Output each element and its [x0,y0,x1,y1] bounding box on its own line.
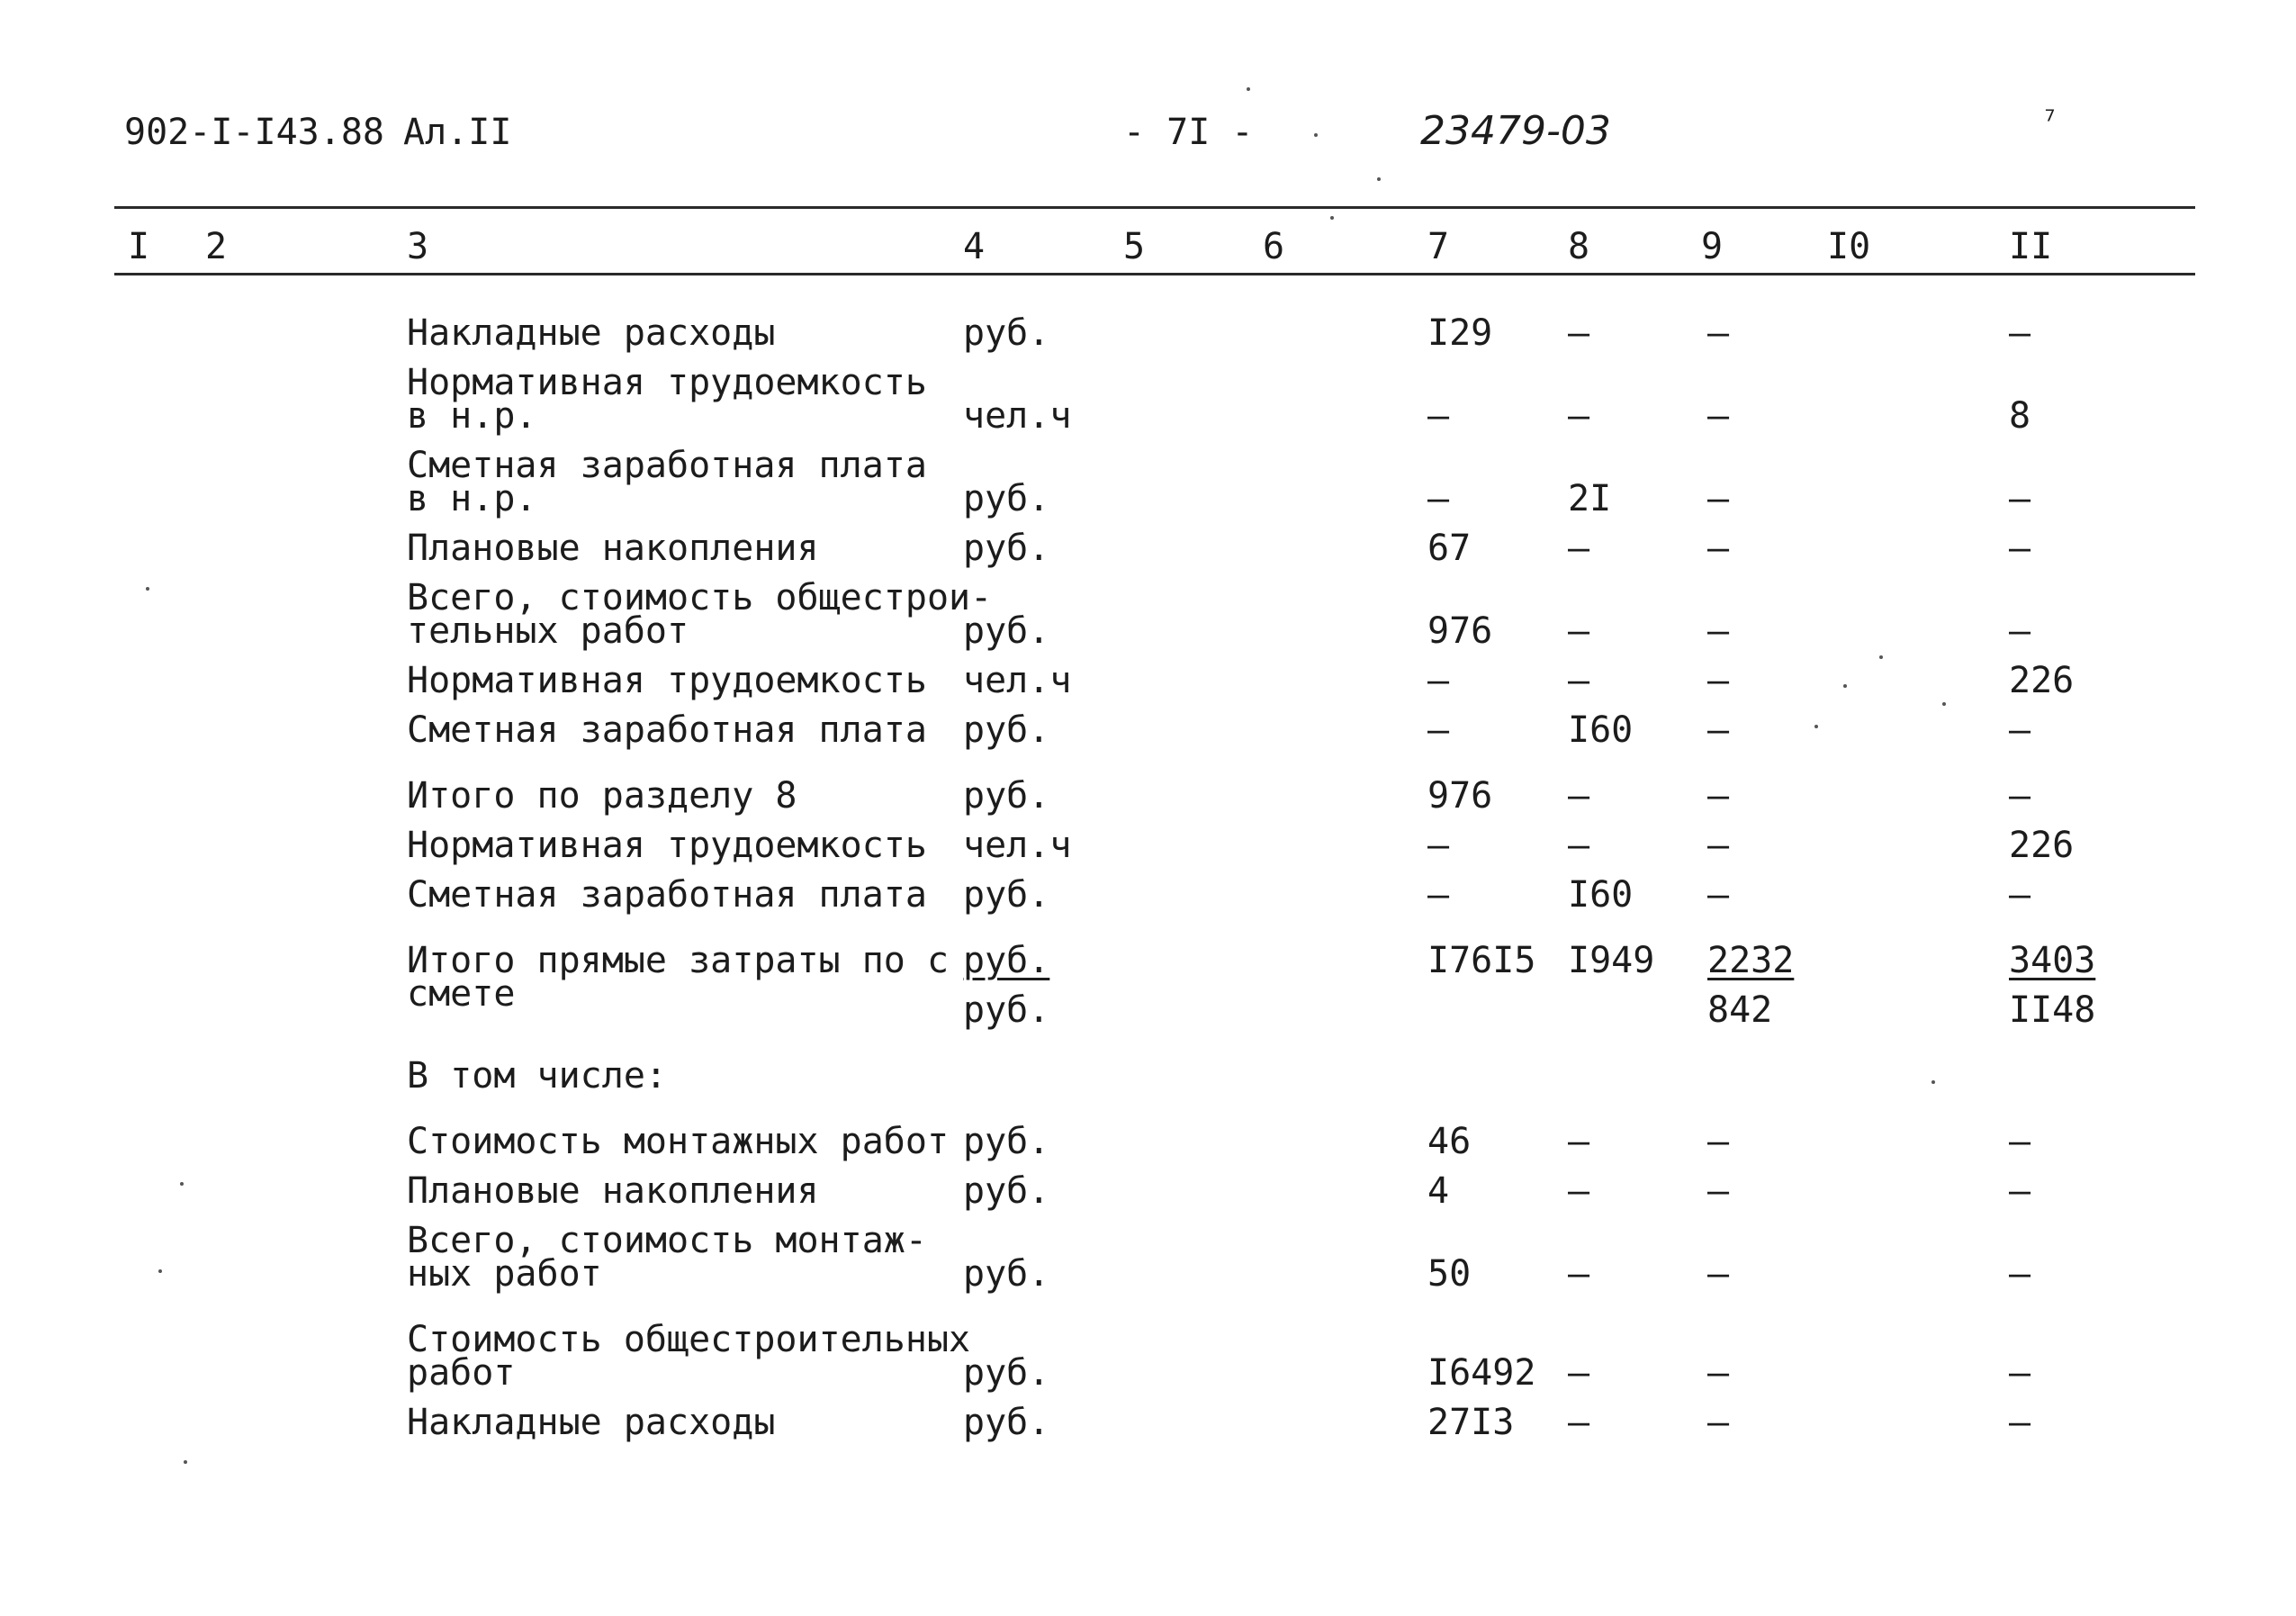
row-col11: – [2009,874,2031,916]
row-col11: – [2009,1253,2031,1295]
document-code: 902-I-I43.88 [124,112,384,153]
scan-speck [158,1269,162,1273]
col-3-header: 3 [407,226,429,267]
row-unit: чел.ч [963,660,1072,701]
header-bottom-rule [114,273,2195,275]
row-col11: – [2009,775,2031,817]
row-label: Плановые накопления [407,1170,819,1212]
row-label: Сметная заработная плата [407,445,927,486]
row-col8: – [1568,1352,1590,1394]
row-col8: – [1568,1253,1590,1295]
row-col11: 226 [2009,825,2075,866]
row-col8: – [1568,610,1590,652]
scan-speck [1377,177,1381,181]
row-unit: руб. [963,1170,1050,1212]
row-unit: руб. [963,610,1050,652]
row-col7: – [1427,395,1450,437]
row-col9: – [1707,709,1730,751]
row-col8: – [1568,775,1590,817]
row-col8: – [1568,395,1590,437]
col-5-header: 5 [1123,226,1146,267]
scan-speck [1879,655,1883,659]
row-col8: I60 [1568,874,1634,916]
row-unit: руб. [963,1402,1050,1443]
col-10-header: I0 [1827,226,1871,267]
row-label-continued: в н.р. [407,478,537,519]
scan-speck [1814,725,1818,728]
row-col7: 46 [1427,1121,1472,1162]
row-label: Итого прямые затраты по с [407,940,950,981]
row-col9-bottom: 842 [1707,989,1773,1031]
row-unit: руб. [963,874,1050,916]
row-col8: 2I [1568,478,1612,519]
row-col7: 27I3 [1427,1402,1515,1443]
row-col9: – [1707,1170,1730,1212]
row-col11: – [2009,1121,2031,1162]
row-col9: – [1707,775,1730,817]
row-col8: – [1568,312,1590,354]
row-col11: – [2009,478,2031,519]
row-label-continued: смете [407,973,516,1015]
row-unit: чел.ч [963,395,1072,437]
scan-speck [146,587,149,591]
row-unit-top: руб. [963,940,1050,981]
page-number: - 7I - [1123,112,1254,153]
row-col9: – [1707,478,1730,519]
row-col7: – [1427,709,1450,751]
row-unit-bottom: руб. [963,989,1050,1031]
row-label: Стоимость монтажных работ [407,1121,950,1162]
row-col7: – [1427,660,1450,701]
handwritten-stamp: 23479-03 [1420,108,1611,154]
row-col8: – [1568,1170,1590,1212]
row-col11-bottom: II48 [2009,989,2096,1031]
row-col9: – [1707,1121,1730,1162]
row-col9: – [1707,825,1730,866]
row-label: Плановые накопления [407,528,819,569]
row-label: Всего, стоимость общестрои- [407,577,993,618]
row-label: Сметная заработная плата [407,709,927,751]
row-label: Всего, стоимость монтаж- [407,1220,927,1261]
row-col8: – [1568,528,1590,569]
row-col9: – [1707,312,1730,354]
album-number: Ал.II [403,112,512,153]
row-col11: – [2009,709,2031,751]
row-unit: руб. [963,1352,1050,1394]
row-label-continued: работ [407,1352,516,1394]
col-1-header: I [128,226,150,267]
row-col7: 976 [1427,775,1493,817]
row-col7: – [1427,874,1450,916]
row-col9-top: 2232 [1707,940,1795,981]
row-label: Нормативная трудоемкость [407,660,927,701]
col-6-header: 6 [1263,226,1285,267]
row-col7: – [1427,825,1450,866]
row-unit: руб. [963,478,1050,519]
row-label-continued: в н.р. [407,395,537,437]
row-col11: – [2009,1170,2031,1212]
row-col11: 226 [2009,660,2075,701]
row-col11: – [2009,1402,2031,1443]
scan-speck [1931,1080,1935,1084]
row-unit: руб. [963,709,1050,751]
row-col7: 67 [1427,528,1472,569]
col-9-header: 9 [1701,226,1724,267]
row-col9: – [1707,1253,1730,1295]
row-col11-top: 3403 [2009,940,2096,981]
row-col11: 8 [2009,395,2031,437]
row-col8: – [1568,660,1590,701]
scan-speck [180,1182,184,1186]
row-label: Сметная заработная плата [407,874,927,916]
row-col11: – [2009,610,2031,652]
col-2-header: 2 [205,226,228,267]
col-11-header: II [2009,226,2053,267]
row-col7: 976 [1427,610,1493,652]
row-unit: чел.ч [963,825,1072,866]
row-unit: руб. [963,528,1050,569]
header-top-rule [114,206,2195,209]
row-col7: 4 [1427,1170,1450,1212]
row-col8: I60 [1568,709,1634,751]
row-col9: – [1707,874,1730,916]
corner-mark: ⁷ [2041,104,2059,138]
row-unit: руб. [963,1253,1050,1295]
row-col9: – [1707,610,1730,652]
row-col11: – [2009,1352,2031,1394]
row-col9: – [1707,1402,1730,1443]
scan-speck [1843,684,1847,688]
row-col8: – [1568,1402,1590,1443]
scan-speck [1314,133,1318,137]
row-unit: руб. [963,312,1050,354]
row-col7: I76I5 [1427,940,1536,981]
col-8-header: 8 [1568,226,1590,267]
row-col8: – [1568,1121,1590,1162]
row-col8: – [1568,825,1590,866]
col-4-header: 4 [963,226,986,267]
scan-speck [184,1460,187,1464]
row-label: Стоимость общестроительных [407,1319,971,1360]
row-label: Нормативная трудоемкость [407,825,927,866]
row-col11: – [2009,528,2031,569]
row-label: Накладные расходы [407,312,776,354]
row-col7: I29 [1427,312,1493,354]
row-col11: – [2009,312,2031,354]
row-col7: I6492 [1427,1352,1536,1394]
row-col9: – [1707,660,1730,701]
row-label: Нормативная трудоемкость [407,362,927,403]
scan-speck [1247,87,1250,91]
row-label: Итого по разделу 8 [407,775,797,817]
row-col7: – [1427,478,1450,519]
col-7-header: 7 [1427,226,1450,267]
row-label: Накладные расходы [407,1402,776,1443]
row-label-continued: тельных работ [407,610,689,652]
row-col9: – [1707,528,1730,569]
row-col9: – [1707,1352,1730,1394]
row-unit: руб. [963,1121,1050,1162]
row-label-continued: ных работ [407,1253,602,1295]
scan-speck [1942,702,1946,706]
row-col7: 50 [1427,1253,1472,1295]
scan-speck [1330,216,1334,220]
row-unit: руб. [963,775,1050,817]
including-label: В том числе: [407,1055,667,1097]
row-col8: I949 [1568,940,1655,981]
row-col9: – [1707,395,1730,437]
